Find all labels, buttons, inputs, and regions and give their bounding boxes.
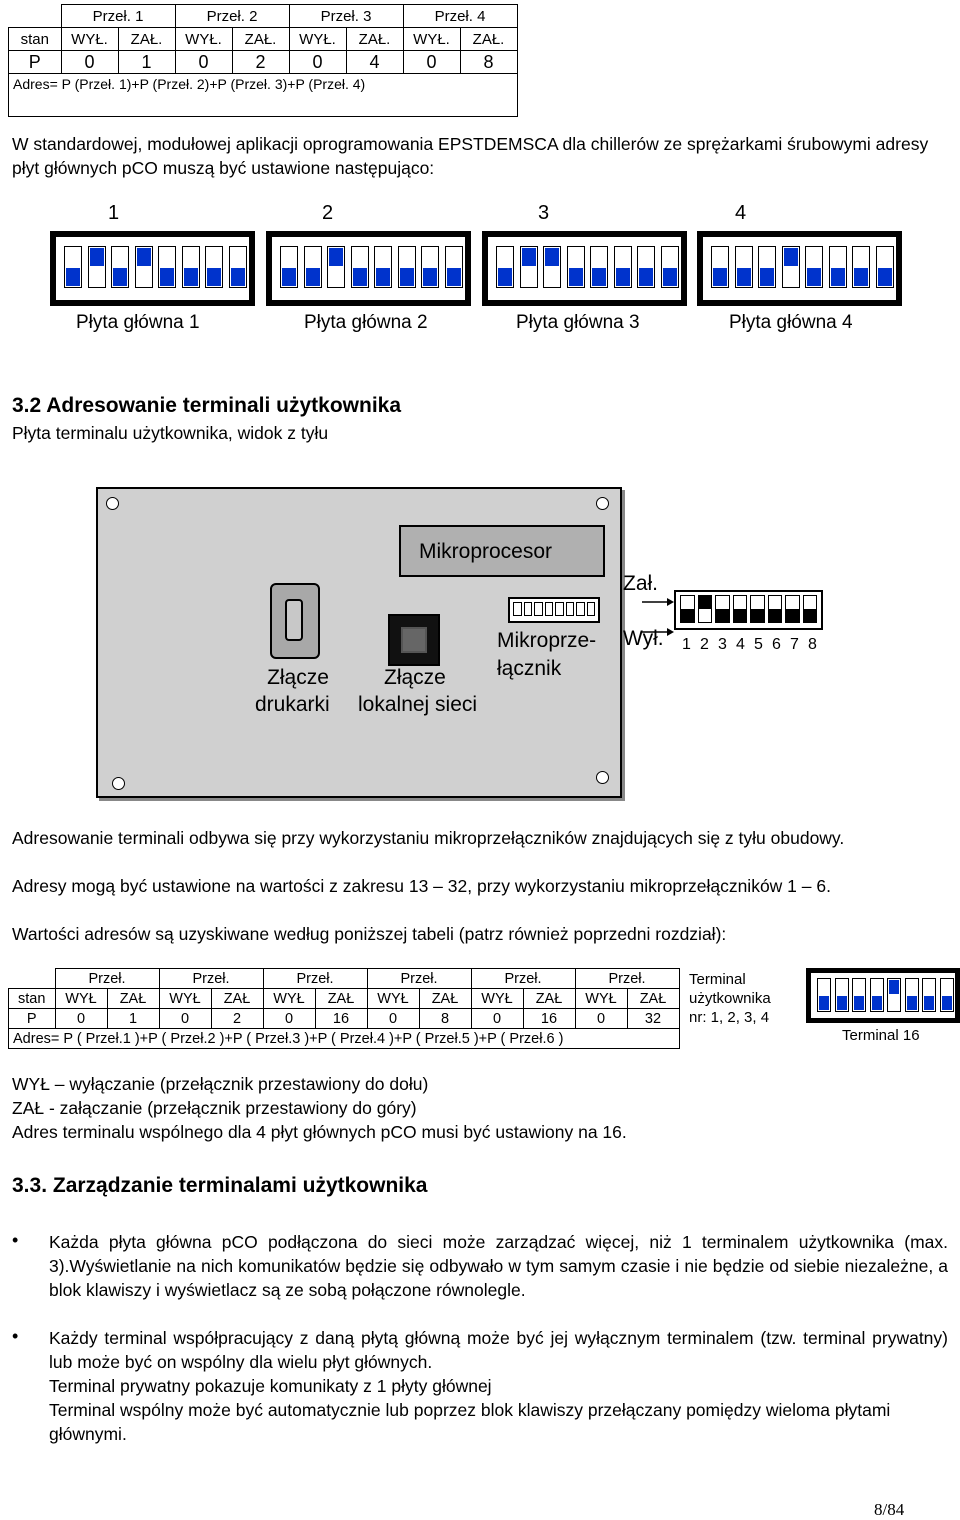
switch-header-1: Przeł. 1 (61, 5, 175, 28)
dip-number: 7 (790, 636, 799, 653)
p-cell: 1 (118, 51, 175, 74)
p-label: P (9, 51, 62, 74)
state-cell: ZAŁ (211, 989, 263, 1009)
state-cell: ZAŁ. (232, 28, 289, 51)
dip-switch (374, 246, 392, 288)
dip-switch (64, 246, 82, 288)
microswitch-label-line2: łącznik (497, 657, 562, 680)
state-row (9, 28, 518, 51)
p-cell: 8 (419, 1009, 471, 1029)
printer-label-line2: drukarki (255, 693, 330, 716)
p-cell: 16 (523, 1009, 575, 1029)
p-cell: 16 (315, 1009, 367, 1029)
connector-slot-icon (285, 599, 303, 641)
dip-switch (614, 246, 632, 288)
dip-switch (567, 246, 585, 288)
page-number: 8/84 (874, 1500, 905, 1519)
p-cell: 0 (403, 51, 460, 74)
dip-number: 3 (718, 636, 727, 653)
p-cell: 2 (232, 51, 289, 74)
state-cell: WYŁ (471, 989, 523, 1009)
board-number-3: 3 (538, 202, 550, 224)
common-terminal-note: Adres terminalu wspólnego dla 4 płyt głównych pCO musi być ustawiony na 16. (12, 1122, 627, 1142)
dip-switch (327, 246, 345, 288)
lan-label-line1: Złącze (384, 666, 446, 689)
dip-number: 5 (754, 636, 763, 653)
dip-switch (905, 978, 919, 1012)
state-cell: WYŁ (263, 989, 315, 1009)
p-row (9, 1009, 680, 1029)
state-label: stan (9, 989, 56, 1009)
dip-switch (805, 246, 823, 288)
microprocessor-block (399, 525, 605, 577)
p-cell: 0 (367, 1009, 419, 1029)
p-cell: 32 (627, 1009, 679, 1029)
state-cell: ZAŁ (419, 989, 471, 1009)
dip-numbers (682, 636, 820, 654)
board-label-1: Płyta główna 1 (76, 312, 200, 333)
terminal-back-panel (96, 487, 622, 798)
addressing-paragraph-3: Wartości adresów są uzyskiwane według poniższej tabeli (patrz również poprzedni rozdział): (12, 924, 727, 944)
intro-paragraph: W standardowej, modułowej aplikacji oprogramowania EPSTDEMSCA dla chillerów ze sprężarkami śrubowymi adresy płyt głównych pCO muszą być ustawione następująco: (12, 134, 929, 178)
board-4-dip-switch (697, 231, 902, 306)
board-label-3: Płyta główna 3 (516, 312, 640, 333)
bullet-2-line3: Terminal wspólny może być automatycznie lub poprzez blok klawiszy przełączany pomiędzy wieloma płytami głównymi. (49, 1400, 891, 1444)
state-cell: ZAŁ. (118, 28, 175, 51)
board-1-dip-switch (50, 231, 255, 306)
bullet-2-text: Każdy terminal współpracujący z daną płytą główną może być jej wyłącznym terminalem (tzw. terminal prywatny) lub może być on wspólny dla wielu płyt głównych. (49, 1328, 948, 1372)
dip-switch (304, 246, 322, 288)
dip-switch (445, 246, 463, 288)
board-number-4: 4 (735, 202, 747, 224)
switch-header: Przeł. (575, 969, 679, 989)
terminal-16-switch-box (806, 968, 960, 1023)
wyl-label: Wył. (623, 627, 664, 650)
p-row (9, 51, 518, 74)
dip-switch (817, 978, 831, 1012)
terminal-side-label-line2: użytkownika (689, 990, 771, 1007)
p-cell: 0 (55, 1009, 107, 1029)
dip-switch (158, 246, 176, 288)
board-number-2: 2 (322, 202, 334, 224)
state-cell: ZAŁ (627, 989, 679, 1009)
dip-number: 4 (736, 636, 745, 653)
microswitch-label-line1: Mikroprze- (497, 629, 597, 652)
state-cell: ZAŁ. (460, 28, 517, 51)
dip-number: 2 (700, 636, 709, 653)
dip-switch (782, 246, 800, 288)
state-cell: ZAŁ (523, 989, 575, 1009)
section-3-3-title: 3.3. Zarządzanie terminalami użytkownika (12, 1174, 428, 1197)
board-label-2: Płyta główna 2 (304, 312, 428, 333)
p-cell: 0 (575, 1009, 627, 1029)
printer-connector-icon (270, 583, 320, 659)
p-cell: 0 (175, 51, 232, 74)
state-cell: WYŁ (575, 989, 627, 1009)
switch-header-3: Przeł. 3 (289, 5, 403, 28)
dip-switch (876, 246, 894, 288)
state-cell: WYŁ (159, 989, 211, 1009)
dip-switch (543, 246, 561, 288)
legend-wyl: WYŁ – wyłączanie (przełącznik przestawiony do dołu) (12, 1074, 429, 1094)
dip-switch (229, 246, 247, 288)
state-cell: WYŁ. (289, 28, 346, 51)
bullet-1-text: Każda płyta główna pCO podłączona do sieci może zarządzać więcej, niż 1 terminalem użytkownika (max. 3).Wyświetlanie na nich komunikatów będzie się odbywało w tym samym czasie i nie będzie od siebie niezależne, a blok klawiszy i wyświetlacz są ze sobą połączone równolegle. (49, 1232, 948, 1300)
state-cell: WYŁ (55, 989, 107, 1009)
p-cell: 8 (460, 51, 517, 74)
dip-switch (520, 246, 538, 288)
printer-label-line1: Złącze (267, 666, 329, 689)
dip-switch (735, 246, 753, 288)
lan-port-icon (401, 627, 427, 653)
state-cell: WYŁ (367, 989, 419, 1009)
bullet-2-line2: Terminal prywatny pokazuje komunikaty z 1 płyty głównej (49, 1376, 492, 1396)
section-3-2-title: 3.2 Adresowanie terminali użytkownika (12, 394, 402, 417)
terminal-side-label (689, 970, 771, 1027)
printer-label (258, 666, 338, 690)
switch-header: Przeł. (55, 969, 159, 989)
dip-number: 8 (808, 636, 817, 653)
p-label: P (9, 1009, 56, 1029)
terminal-side-label-line1: Terminal (689, 971, 746, 988)
dip-switch (852, 978, 866, 1012)
state-cell: ZAŁ (315, 989, 367, 1009)
p-cell: 1 (107, 1009, 159, 1029)
dip-switch (590, 246, 608, 288)
dip-switch (111, 246, 129, 288)
screw-hole-icon (596, 497, 609, 510)
bullet-icon: • (12, 1326, 19, 1346)
switch-header: Przeł. (263, 969, 367, 989)
board-label-4: Płyta główna 4 (729, 312, 853, 333)
bullet-icon: • (12, 1230, 19, 1250)
screw-hole-icon (112, 777, 125, 790)
dip-switch (829, 246, 847, 288)
p-cell: 0 (61, 51, 118, 74)
dip-switch (351, 246, 369, 288)
p-cell: 0 (159, 1009, 211, 1029)
state-cell: WYŁ. (175, 28, 232, 51)
p-cell: 0 (289, 51, 346, 74)
legend-zal: ZAŁ - załączanie (przełącznik przestawiony do góry) (12, 1098, 417, 1118)
addressing-paragraph-2: Adresy mogą być ustawione na wartości z zakresu 13 – 32, przy wykorzystaniu mikroprzełączników 1 – 6. (12, 876, 831, 896)
terminal-dip-switch (674, 590, 823, 630)
p-cell: 4 (346, 51, 403, 74)
p-cell: 0 (263, 1009, 315, 1029)
state-cell: WYŁ. (403, 28, 460, 51)
section-3-2-subtitle: Płyta terminalu użytkownika, widok z tyłu (12, 423, 329, 443)
p-cell: 2 (211, 1009, 263, 1029)
switch-header: Przeł. (367, 969, 471, 989)
address-table-boards (8, 4, 518, 117)
switch-header-4: Przeł. 4 (403, 5, 517, 28)
dip-switch (758, 246, 776, 288)
switch-header: Przeł. (471, 969, 575, 989)
dip-switch (852, 246, 870, 288)
dip-switch (922, 978, 936, 1012)
dip-switch (887, 978, 901, 1012)
terminal-16-caption: Terminal 16 (842, 1027, 920, 1044)
microswitch-small-icon (508, 597, 600, 623)
zal-label: Zał. (623, 572, 659, 595)
address-formula: Adres= P ( Przeł.1 )+P ( Przeł.2 )+P ( Przeł.3 )+P ( Przeł.4 )+P ( Przeł.5 )+P ( Przeł.6 ) (9, 1029, 680, 1049)
dip-number: 6 (772, 636, 781, 653)
state-row (9, 989, 680, 1009)
dip-switch (421, 246, 439, 288)
lan-label-line2: lokalnej sieci (358, 693, 478, 716)
lan-connector-icon (388, 614, 440, 666)
screw-hole-icon (596, 771, 609, 784)
switch-header: Przeł. (159, 969, 263, 989)
dip-switch (88, 246, 106, 288)
dip-switch (711, 246, 729, 288)
screw-hole-icon (106, 497, 119, 510)
dip-number: 1 (682, 636, 691, 653)
p-cell: 0 (471, 1009, 523, 1029)
terminal-side-label-line3: nr: 1, 2, 3, 4 (689, 1009, 770, 1026)
address-table-terminals (8, 968, 680, 1049)
dip-switch (182, 246, 200, 288)
switch-header-2: Przeł. 2 (175, 5, 289, 28)
dip-switch (205, 246, 223, 288)
state-label: stan (9, 28, 62, 51)
dip-switch (940, 978, 954, 1012)
dip-switch (870, 978, 884, 1012)
state-cell: WYŁ. (61, 28, 118, 51)
board-3-dip-switch (482, 231, 687, 306)
dip-switch (637, 246, 655, 288)
dip-switch (661, 246, 679, 288)
dip-switch (835, 978, 849, 1012)
address-formula: Adres= P (Przeł. 1)+P (Przeł. 2)+P (Przeł. 3)+P (Przeł. 4) (9, 74, 518, 117)
dip-switch (280, 246, 298, 288)
board-2-dip-switch (266, 231, 471, 306)
state-cell: ZAŁ. (346, 28, 403, 51)
dip-switch (135, 246, 153, 288)
dip-switch (496, 246, 514, 288)
addressing-paragraph-1: Adresowanie terminali odbywa się przy wykorzystaniu mikroprzełączników znajdujących się z tyłu obudowy. (12, 828, 845, 848)
board-number-1: 1 (108, 202, 120, 224)
state-cell: ZAŁ (107, 989, 159, 1009)
dip-switch (398, 246, 416, 288)
microprocessor-label: Mikroprocesor (419, 540, 553, 563)
